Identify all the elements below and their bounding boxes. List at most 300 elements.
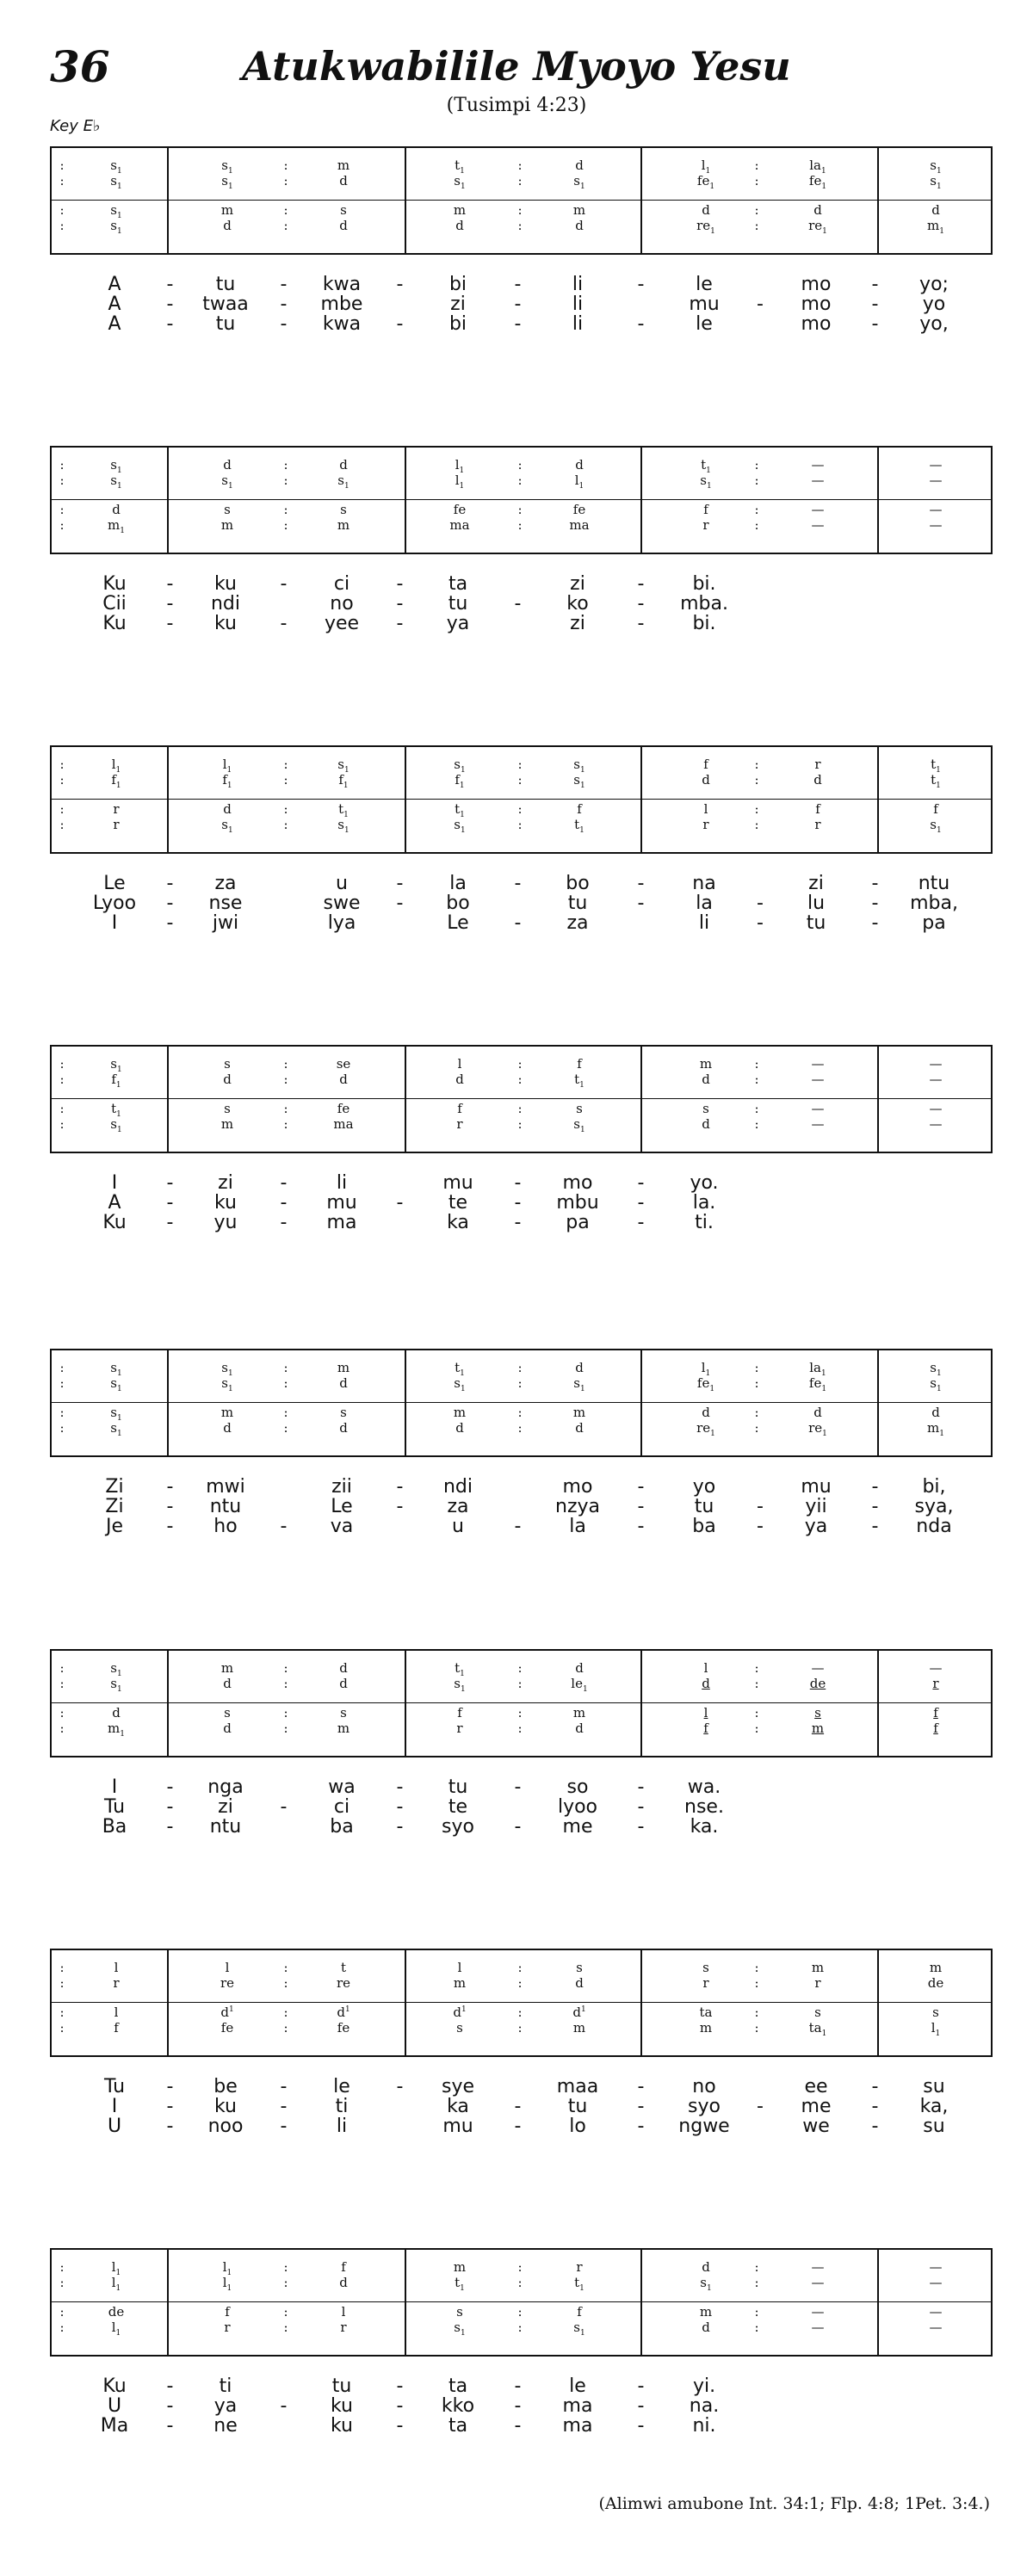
solfa-note: d bbox=[702, 202, 710, 218]
lyric-hyphen: - bbox=[637, 2415, 645, 2437]
solfa-note: $m_1$ bbox=[108, 517, 125, 535]
lyric-hyphen: - bbox=[637, 1516, 645, 1537]
solfa-note: — bbox=[929, 517, 943, 533]
solfa-note: — bbox=[811, 1116, 825, 1132]
lyric-hyphen: - bbox=[514, 2096, 522, 2117]
lyric-syllable: bi. bbox=[692, 573, 716, 595]
lyric-hyphen: - bbox=[166, 274, 174, 295]
lyric-hyphen: - bbox=[514, 1172, 522, 1194]
solfa-note: m bbox=[337, 517, 350, 533]
lyric-syllable: tu bbox=[694, 1496, 714, 1517]
solfa-note: r bbox=[702, 517, 709, 533]
lyric-syllable: lya bbox=[327, 912, 356, 934]
solfa-note: r bbox=[814, 817, 821, 832]
lyric-syllable: mo bbox=[801, 313, 832, 335]
beat-colon: : bbox=[754, 1116, 759, 1132]
solfa-note: d bbox=[575, 1975, 584, 1991]
solfa-note: f bbox=[577, 2304, 582, 2320]
lyric-syllable: U bbox=[107, 2116, 122, 2137]
lyric-hyphen: - bbox=[871, 2076, 879, 2097]
lyric-hyphen: - bbox=[166, 1516, 174, 1537]
solfa-note: r bbox=[113, 801, 120, 817]
beat-colon: : bbox=[517, 772, 523, 788]
lyric-hyphen: - bbox=[280, 1516, 288, 1537]
solfa-note: d bbox=[813, 1405, 822, 1420]
lyric-hyphen: - bbox=[637, 274, 645, 295]
solfa-note: $s_1$ bbox=[930, 1360, 942, 1378]
solfa-note: d bbox=[575, 1360, 584, 1375]
solfa-note: d bbox=[223, 1676, 232, 1691]
lyric-syllable: li bbox=[572, 274, 584, 295]
lyric-hyphen: - bbox=[166, 593, 174, 615]
solfa-note: $m_1$ bbox=[108, 1720, 125, 1739]
beat-colon: : bbox=[517, 1116, 523, 1132]
voice-divider bbox=[52, 1098, 991, 1099]
lyric-syllable: Le bbox=[331, 1496, 353, 1517]
lyric-syllable: kko bbox=[441, 2395, 475, 2417]
beat-colon: : bbox=[59, 1660, 65, 1676]
solfa-note: d bbox=[702, 1676, 710, 1691]
lyric-hyphen: - bbox=[514, 873, 522, 894]
beat-colon: : bbox=[517, 2320, 523, 2335]
beat-colon: : bbox=[754, 1660, 759, 1676]
lyric-syllable: zi bbox=[450, 293, 466, 315]
lyric-hyphen: - bbox=[166, 873, 174, 894]
lyric-hyphen: - bbox=[396, 613, 404, 634]
barline bbox=[877, 2250, 879, 2357]
lyric-hyphen: - bbox=[396, 593, 404, 615]
lyric-syllable: A bbox=[108, 293, 121, 315]
solfa-note: — bbox=[811, 1056, 825, 1072]
solfa-note: $t_1$ bbox=[111, 1101, 121, 1119]
lyric-syllable: ya bbox=[804, 1516, 828, 1537]
lyric-syllable: so bbox=[566, 1776, 589, 1798]
solfa-note: $l_1$ bbox=[701, 1360, 711, 1378]
beat-colon: : bbox=[517, 502, 523, 517]
solfa-note: — bbox=[811, 1072, 825, 1087]
beat-colon: : bbox=[517, 1360, 523, 1375]
solfa-note: s bbox=[224, 1101, 231, 1116]
lyric-syllable: tu bbox=[331, 2375, 352, 2397]
solfa-note: fe bbox=[337, 1101, 350, 1116]
lyric-hyphen: - bbox=[514, 274, 522, 295]
lyric-hyphen: - bbox=[166, 1212, 174, 1233]
beat-colon: : bbox=[283, 2275, 288, 2290]
notation-box bbox=[50, 146, 993, 255]
lyric-syllable: bi bbox=[448, 274, 467, 295]
solfa-note: d bbox=[702, 772, 710, 788]
solfa-note: f bbox=[577, 801, 582, 817]
lyric-hyphen: - bbox=[166, 2096, 174, 2117]
barline bbox=[405, 448, 406, 554]
lyric-syllable: nga bbox=[207, 1776, 244, 1798]
beat-colon: : bbox=[283, 202, 288, 218]
lyric-syllable: mu bbox=[689, 293, 720, 315]
beat-colon: : bbox=[59, 2320, 65, 2335]
solfa-note: — bbox=[929, 1056, 943, 1072]
lyric-syllable: ku bbox=[330, 2395, 353, 2417]
lyric-syllable: zii bbox=[331, 1476, 352, 1498]
beat-colon: : bbox=[283, 2020, 288, 2035]
solfa-note: fe bbox=[220, 2020, 234, 2035]
solfa-note: d bbox=[112, 502, 121, 517]
solfa-note: m bbox=[699, 2304, 713, 2320]
lyric-hyphen: - bbox=[637, 313, 645, 335]
barline bbox=[640, 2250, 642, 2357]
beat-colon: : bbox=[517, 218, 523, 233]
lyric-hyphen: - bbox=[396, 1776, 404, 1798]
beat-colon: : bbox=[283, 1660, 288, 1676]
lyric-syllable: Ku bbox=[102, 1212, 127, 1233]
solfa-note: $d^1$ bbox=[337, 2005, 350, 2020]
voice-divider bbox=[52, 1702, 991, 1703]
barline bbox=[167, 448, 169, 554]
notation-box bbox=[50, 1949, 993, 2057]
beat-colon: : bbox=[517, 202, 523, 218]
beat-colon: : bbox=[283, 2304, 288, 2320]
beat-colon: : bbox=[517, 817, 523, 832]
solfa-note: f bbox=[933, 801, 938, 817]
lyric-hyphen: - bbox=[396, 2375, 404, 2397]
lyric-hyphen: - bbox=[757, 2096, 764, 2117]
solfa-note: l bbox=[457, 1960, 462, 1975]
solfa-note: se bbox=[336, 1056, 351, 1072]
beat-colon: : bbox=[517, 1101, 523, 1116]
lyric-syllable: li bbox=[698, 912, 710, 934]
lyric-syllable: ho bbox=[213, 1516, 238, 1537]
barline bbox=[167, 2250, 169, 2357]
lyric-hyphen: - bbox=[280, 2096, 288, 2117]
voice-divider bbox=[52, 1402, 991, 1403]
beat-colon: : bbox=[754, 2005, 759, 2020]
beat-colon: : bbox=[283, 2005, 288, 2020]
solfa-note: s bbox=[814, 1705, 821, 1720]
beat-colon: : bbox=[59, 1705, 65, 1720]
lyric-hyphen: - bbox=[637, 2375, 645, 2397]
lyric-syllable: Le bbox=[447, 912, 469, 934]
lyric-hyphen: - bbox=[280, 1172, 288, 1194]
solfa-note: re bbox=[220, 1975, 235, 1991]
beat-colon: : bbox=[283, 1960, 288, 1975]
lyric-hyphen: - bbox=[166, 1816, 174, 1838]
solfa-note: $s_1$ bbox=[221, 473, 233, 491]
voice-divider bbox=[52, 200, 991, 201]
beat-colon: : bbox=[754, 1375, 759, 1391]
solfa-note: f bbox=[933, 1720, 938, 1736]
lyric-hyphen: - bbox=[166, 573, 174, 595]
beat-colon: : bbox=[283, 1101, 288, 1116]
lyric-syllable: twaa bbox=[202, 293, 249, 315]
solfa-note: r bbox=[113, 817, 120, 832]
lyric-syllable: tu bbox=[567, 2096, 588, 2117]
solfa-note: $s_1$ bbox=[930, 1375, 942, 1393]
solfa-note: m bbox=[337, 1720, 350, 1736]
solfa-note: l bbox=[341, 2304, 346, 2320]
solfa-note: — bbox=[929, 473, 943, 488]
lyric-syllable: la bbox=[449, 873, 467, 894]
solfa-note: m bbox=[220, 517, 234, 533]
notation-box bbox=[50, 745, 993, 854]
solfa-note: $s_1$ bbox=[573, 757, 585, 775]
lyric-hyphen: - bbox=[280, 274, 288, 295]
beat-colon: : bbox=[283, 218, 288, 233]
lyric-syllable: mu bbox=[442, 1172, 473, 1194]
beat-colon: : bbox=[754, 817, 759, 832]
lyric-syllable: zi bbox=[808, 873, 824, 894]
lyric-hyphen: - bbox=[280, 613, 288, 634]
barline bbox=[167, 1950, 169, 2057]
beat-colon: : bbox=[59, 1975, 65, 1991]
barline bbox=[640, 148, 642, 255]
lyric-syllable: la bbox=[696, 893, 713, 914]
lyric-syllable: noo bbox=[207, 2116, 244, 2137]
lyric-syllable: za bbox=[566, 912, 589, 934]
solfa-note: t bbox=[340, 1960, 347, 1975]
lyric-hyphen: - bbox=[637, 593, 645, 615]
beat-colon: : bbox=[517, 1375, 523, 1391]
solfa-note: de bbox=[108, 2304, 125, 2320]
lyric-hyphen: - bbox=[514, 912, 522, 934]
lyric-syllable: I bbox=[111, 1172, 118, 1194]
solfa-note: $fe_1$ bbox=[808, 1375, 827, 1393]
lyric-hyphen: - bbox=[280, 2395, 288, 2417]
solfa-note: d bbox=[575, 158, 584, 173]
beat-colon: : bbox=[754, 2304, 759, 2320]
solfa-note: $t_1$ bbox=[574, 817, 585, 835]
solfa-note: f bbox=[114, 2020, 119, 2035]
lyric-hyphen: - bbox=[514, 2415, 522, 2437]
beat-colon: : bbox=[283, 1072, 288, 1087]
beat-colon: : bbox=[283, 1056, 288, 1072]
lyric-hyphen: - bbox=[166, 893, 174, 914]
lyric-syllable: yii bbox=[805, 1496, 827, 1517]
solfa-note: d bbox=[339, 218, 348, 233]
beat-colon: : bbox=[754, 1960, 759, 1975]
lyric-syllable: no bbox=[330, 593, 354, 615]
hymn-title: Atukwabilile Myoyo Yesu bbox=[242, 43, 791, 90]
lyric-syllable: yu bbox=[213, 1212, 238, 1233]
lyric-syllable: ku bbox=[213, 1192, 237, 1214]
lyric-syllable: la bbox=[569, 1516, 586, 1537]
solfa-note: $s_1$ bbox=[110, 202, 122, 220]
beat-colon: : bbox=[754, 473, 759, 488]
solfa-note: d bbox=[702, 2259, 710, 2275]
solfa-note: — bbox=[929, 2320, 943, 2335]
solfa-note: m bbox=[337, 1360, 350, 1375]
solfa-note: m bbox=[572, 202, 586, 218]
solfa-note: r bbox=[702, 817, 709, 832]
beat-colon: : bbox=[283, 817, 288, 832]
lyric-syllable: le bbox=[696, 313, 713, 335]
beat-colon: : bbox=[517, 801, 523, 817]
lyric-syllable: lyoo bbox=[557, 1796, 598, 1818]
lyric-hyphen: - bbox=[514, 2395, 522, 2417]
lyric-syllable: ni. bbox=[692, 2415, 716, 2437]
solfa-note: $t_1$ bbox=[455, 1660, 465, 1678]
solfa-note: $s_1$ bbox=[454, 757, 466, 775]
solfa-note: f bbox=[703, 757, 708, 772]
lyric-syllable: tu bbox=[215, 313, 236, 335]
solfa-note: r bbox=[456, 1116, 463, 1132]
solfa-note: $ta_1$ bbox=[808, 2020, 827, 2038]
lyric-syllable: ngwe bbox=[678, 2116, 730, 2137]
beat-colon: : bbox=[283, 173, 288, 188]
lyric-hyphen: - bbox=[757, 1496, 764, 1517]
lyric-syllable: mo bbox=[562, 1476, 593, 1498]
beat-colon: : bbox=[59, 1101, 65, 1116]
lyric-syllable: mu bbox=[326, 1192, 357, 1214]
lyric-syllable: mu bbox=[801, 1476, 832, 1498]
lyric-syllable: mba, bbox=[910, 893, 958, 914]
lyric-hyphen: - bbox=[166, 613, 174, 634]
lyric-hyphen: - bbox=[871, 1496, 879, 1517]
solfa-note: $t_1$ bbox=[455, 1360, 465, 1378]
solfa-note: $s_1$ bbox=[221, 817, 233, 835]
voice-divider bbox=[52, 799, 991, 800]
beat-colon: : bbox=[517, 1720, 523, 1736]
beat-colon: : bbox=[517, 1056, 523, 1072]
lyric-hyphen: - bbox=[637, 1172, 645, 1194]
lyric-hyphen: - bbox=[514, 1212, 522, 1233]
lyric-hyphen: - bbox=[280, 293, 288, 315]
beat-colon: : bbox=[59, 2020, 65, 2035]
solfa-note: f bbox=[703, 1720, 708, 1736]
lyric-syllable: I bbox=[111, 1776, 118, 1798]
lyric-hyphen: - bbox=[871, 912, 879, 934]
solfa-note: $fe_1$ bbox=[808, 173, 827, 191]
beat-colon: : bbox=[517, 1960, 523, 1975]
lyric-syllable: te bbox=[448, 1192, 468, 1214]
solfa-note: $l_1$ bbox=[111, 2259, 121, 2277]
beat-colon: : bbox=[59, 457, 65, 473]
solfa-note: $la_1$ bbox=[809, 158, 826, 176]
lyric-syllable: li bbox=[336, 1172, 348, 1194]
lyric-syllable: yo bbox=[692, 1476, 716, 1498]
lyric-syllable: mba. bbox=[680, 593, 728, 615]
solfa-note: — bbox=[811, 1101, 825, 1116]
solfa-note: d bbox=[339, 457, 348, 473]
beat-colon: : bbox=[754, 1705, 759, 1720]
beat-colon: : bbox=[59, 1676, 65, 1691]
beat-colon: : bbox=[517, 1975, 523, 1991]
solfa-note: d bbox=[575, 1660, 584, 1676]
solfa-note: d bbox=[339, 2275, 348, 2290]
lyric-syllable: sya, bbox=[914, 1496, 954, 1517]
solfa-note: r bbox=[932, 1676, 939, 1691]
solfa-note: $s_1$ bbox=[573, 772, 585, 790]
beat-colon: : bbox=[283, 2320, 288, 2335]
lyric-syllable: Ku bbox=[102, 2375, 127, 2397]
solfa-note: s bbox=[576, 1960, 583, 1975]
solfa-note: s bbox=[340, 202, 347, 218]
beat-colon: : bbox=[59, 517, 65, 533]
solfa-note: d bbox=[575, 218, 584, 233]
lyric-syllable: mo bbox=[562, 1172, 593, 1194]
lyric-syllable: tu bbox=[806, 912, 826, 934]
solfa-note: m bbox=[453, 1975, 467, 1991]
beat-colon: : bbox=[59, 1116, 65, 1132]
beat-colon: : bbox=[59, 2259, 65, 2275]
lyric-syllable: sye bbox=[441, 2076, 475, 2097]
lyric-syllable: ndi bbox=[442, 1476, 473, 1498]
barline bbox=[167, 747, 169, 854]
solfa-note: $s_1$ bbox=[454, 1676, 466, 1694]
barline bbox=[877, 747, 879, 854]
solfa-note: — bbox=[929, 1101, 943, 1116]
lyric-hyphen: - bbox=[871, 2096, 879, 2117]
barline bbox=[405, 148, 406, 255]
solfa-note: $l_1$ bbox=[222, 757, 232, 775]
solfa-note: m bbox=[811, 1960, 825, 1975]
lyric-syllable: mwi bbox=[206, 1476, 245, 1498]
lyric-hyphen: - bbox=[637, 873, 645, 894]
solfa-note: m bbox=[572, 1405, 586, 1420]
beat-colon: : bbox=[754, 801, 759, 817]
lyric-hyphen: - bbox=[514, 1776, 522, 1798]
solfa-note: f bbox=[815, 801, 820, 817]
notation-box bbox=[50, 1649, 993, 1757]
solfa-note: d bbox=[223, 457, 232, 473]
solfa-note: $s_1$ bbox=[700, 473, 712, 491]
lyric-syllable: Tu bbox=[103, 2076, 126, 2097]
beat-colon: : bbox=[517, 1705, 523, 1720]
solfa-note: s bbox=[702, 1960, 709, 1975]
lyric-syllable: za bbox=[214, 873, 237, 894]
notation-box bbox=[50, 1349, 993, 1457]
lyric-hyphen: - bbox=[280, 573, 288, 595]
beat-colon: : bbox=[754, 2275, 759, 2290]
beat-colon: : bbox=[59, 1056, 65, 1072]
lyric-syllable: Zi bbox=[105, 1476, 124, 1498]
lyric-hyphen: - bbox=[871, 313, 879, 335]
lyric-syllable: ti bbox=[219, 2375, 232, 2397]
solfa-note: — bbox=[929, 2275, 943, 2290]
lyric-syllable: wa bbox=[328, 1776, 356, 1798]
solfa-note: r bbox=[576, 2259, 583, 2275]
lyric-syllable: na bbox=[692, 873, 716, 894]
solfa-note: de bbox=[927, 1975, 944, 1991]
solfa-note: — bbox=[811, 2275, 825, 2290]
lyric-syllable: ndi bbox=[210, 593, 241, 615]
solfa-note: f bbox=[577, 1056, 582, 1072]
solfa-note: — bbox=[929, 1116, 943, 1132]
lyric-syllable: ba bbox=[692, 1516, 716, 1537]
lyric-hyphen: - bbox=[396, 873, 404, 894]
lyric-hyphen: - bbox=[514, 1816, 522, 1838]
beat-colon: : bbox=[517, 1676, 523, 1691]
beat-colon: : bbox=[283, 772, 288, 788]
solfa-note: $f_1$ bbox=[111, 1072, 121, 1090]
barline bbox=[877, 1950, 879, 2057]
solfa-note: $l_1$ bbox=[455, 457, 465, 475]
beat-colon: : bbox=[283, 517, 288, 533]
solfa-note: $t_1$ bbox=[574, 2275, 585, 2293]
solfa-note: d bbox=[112, 1705, 121, 1720]
solfa-note: $s_1$ bbox=[573, 173, 585, 191]
lyric-syllable: pa bbox=[566, 1212, 590, 1233]
beat-colon: : bbox=[59, 1960, 65, 1975]
solfa-note: $s_1$ bbox=[221, 1375, 233, 1393]
beat-colon: : bbox=[754, 202, 759, 218]
beat-colon: : bbox=[283, 502, 288, 517]
lyric-syllable: u bbox=[452, 1516, 464, 1537]
solfa-note: r bbox=[702, 1975, 709, 1991]
lyric-syllable: tu bbox=[215, 274, 236, 295]
footer-reference: (Alimwi amubone Int. 34:1; Flp. 4:8; 1Pet. 3:4.) bbox=[598, 2494, 990, 2513]
solfa-note: — bbox=[929, 2304, 943, 2320]
lyric-syllable: I bbox=[111, 2096, 118, 2117]
solfa-note: s bbox=[224, 502, 231, 517]
